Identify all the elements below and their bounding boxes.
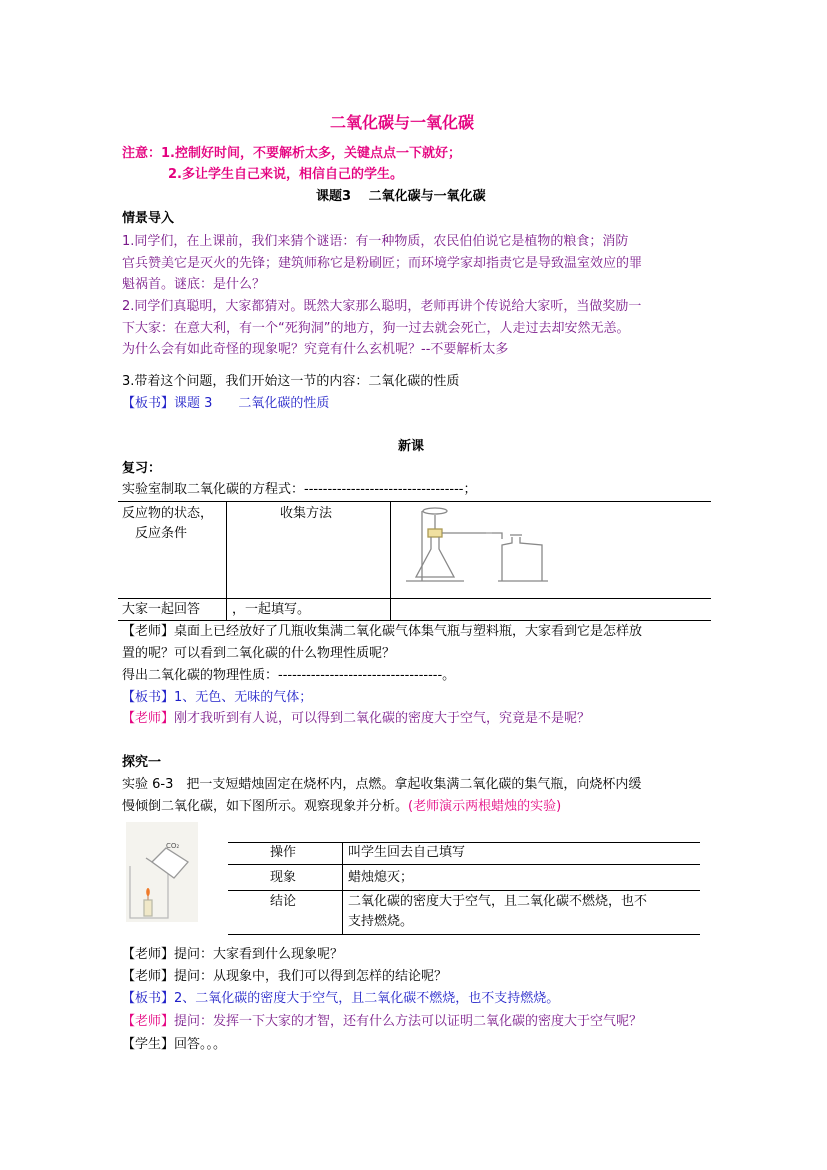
- student-answer: 【学生】回答。。。: [122, 1037, 227, 1052]
- board-tag: 【板书】: [122, 991, 175, 1006]
- intro-p2-line1: 2.同学们真聪明，大家都猜对。既然大家那么聪明，老师再讲个传说给大家听，当做奖励一: [122, 299, 642, 314]
- teacher-tag: 【老师】: [122, 1014, 175, 1029]
- experiment-line2: [122, 797, 561, 817]
- table1-collect-label: 收集方法: [280, 506, 333, 521]
- intro-p2-line2: 下大家：在意大利，有一个“死狗洞”的地方，狗一过去就会死亡，人走过去却安然无恙。: [122, 321, 630, 336]
- lab-equation: 实验室制取二氧化碳的方程式：----------------------------------；: [122, 482, 477, 497]
- intro-p1-line1: 1.同学们，在上课前，我们来猜个谜语：有一种物质，农民伯伯说它是植物的粮食；消防: [122, 234, 629, 249]
- teacher-text: 提问：发挥一下大家的才智，还有什么方法可以证明二氧化碳的密度大于空气呢？: [174, 1014, 643, 1029]
- teacher-tag: 【老师】: [122, 711, 175, 726]
- board-text: 1、无色、无味的气体；: [174, 690, 313, 705]
- table2-row-label: 操作: [270, 845, 297, 860]
- intro-p1-line3: 魁祸首。谜底：是什么？: [122, 277, 266, 292]
- table1-state-label-1: 反应物的状态，: [122, 506, 214, 521]
- teacher-1-line1: 【老师】桌面上已经放好了几瓶收集满二氧化碳气体集气瓶与塑料瓶，大家看到它是怎样放: [122, 624, 643, 639]
- new-lesson-heading: 新课: [398, 439, 425, 454]
- lesson-heading: 课题3 二氧化碳与一氧化碳: [316, 189, 486, 204]
- experiment-image: [126, 822, 198, 922]
- table2-row-value: 二氧化碳的密度大于空气，且二氧化碳不燃烧，也不: [348, 894, 648, 909]
- table2-row-value: 叫学生回去自己填写: [348, 845, 466, 860]
- board-1: [122, 688, 312, 708]
- teacher-2: [122, 709, 590, 729]
- teacher-text: 刚才我听到有人说，可以得到二氧化碳的密度大于空气，究竟是不是呢？: [174, 711, 591, 726]
- explore-heading: 探究一: [122, 755, 162, 770]
- experiment-line1: 实验 6-3 把一支短蜡烛固定在烧杯内，点燃。拿起收集满二氧化碳的集气瓶，向烧杯内缓: [122, 777, 642, 792]
- teacher-question-3: [122, 1012, 642, 1032]
- board-text: 课题 3 二氧化碳的性质: [174, 396, 330, 411]
- beaker-candle-icon: [126, 822, 198, 922]
- physical-properties: 得出二氧化碳的物理性质：-----------------------------------。: [122, 668, 456, 683]
- board-2: [122, 989, 559, 1009]
- review-heading: 复习：: [122, 461, 162, 476]
- table2-row-value: 蜡烛熄灭；: [348, 870, 414, 885]
- page-title: 二氧化碳与一氧化碳: [330, 113, 475, 132]
- table2-row-value-cont: 支持燃烧。: [348, 914, 414, 929]
- intro-p3: 3.带着这个问题，我们开始这一节的内容：二氧化碳的性质: [122, 374, 460, 389]
- lab-apparatus-icon: [402, 503, 562, 593]
- board-intro: [122, 394, 329, 414]
- intro-heading: 情景导入: [122, 211, 175, 226]
- board-tag: 【板书】: [122, 396, 175, 411]
- note-line-1: 注意：1.控制好时间，不要解析太多，关键点点一下就好；: [122, 146, 461, 161]
- teacher-question-1: 【老师】提问：大家看到什么现象呢？: [122, 947, 344, 962]
- experiment-text: 慢倾倒二氧化碳，如下图所示。观察现象并分析。: [122, 799, 409, 814]
- board-text: 2、二氧化碳的密度大于空气，且二氧化碳不燃烧，也不支持燃烧。: [174, 991, 560, 1006]
- table1-answer-label: 大家一起回答: [122, 602, 201, 617]
- table2-row-label: 现象: [270, 870, 297, 885]
- teacher-question-2: 【老师】提问：从现象中，我们可以得到怎样的结论呢？: [122, 969, 448, 984]
- note-line-2: 2.多让学生自己来说，相信自己的学生。: [168, 167, 403, 182]
- table1-fill-label: ，一起填写。: [232, 602, 311, 617]
- teacher-1-line2: 置的呢？可以看到二氧化碳的什么物理性质呢？: [122, 646, 396, 661]
- co2-label: CO₂: [166, 842, 180, 850]
- board-tag: 【板书】: [122, 690, 175, 705]
- table1-state-label-2: 反应条件: [135, 526, 188, 541]
- intro-p2-line3: 为什么会有如此奇怪的现象呢？究竟有什么玄机呢？--不要解析太多: [122, 342, 509, 357]
- experiment-note: (老师演示两根蜡烛的实验): [408, 799, 562, 814]
- table2-row-label: 结论: [270, 894, 297, 909]
- intro-p1-line2: 官兵赞美它是灭火的先锋；建筑师称它是粉刷匠；而环境学家却指责它是导致温室效应的罪: [122, 256, 643, 271]
